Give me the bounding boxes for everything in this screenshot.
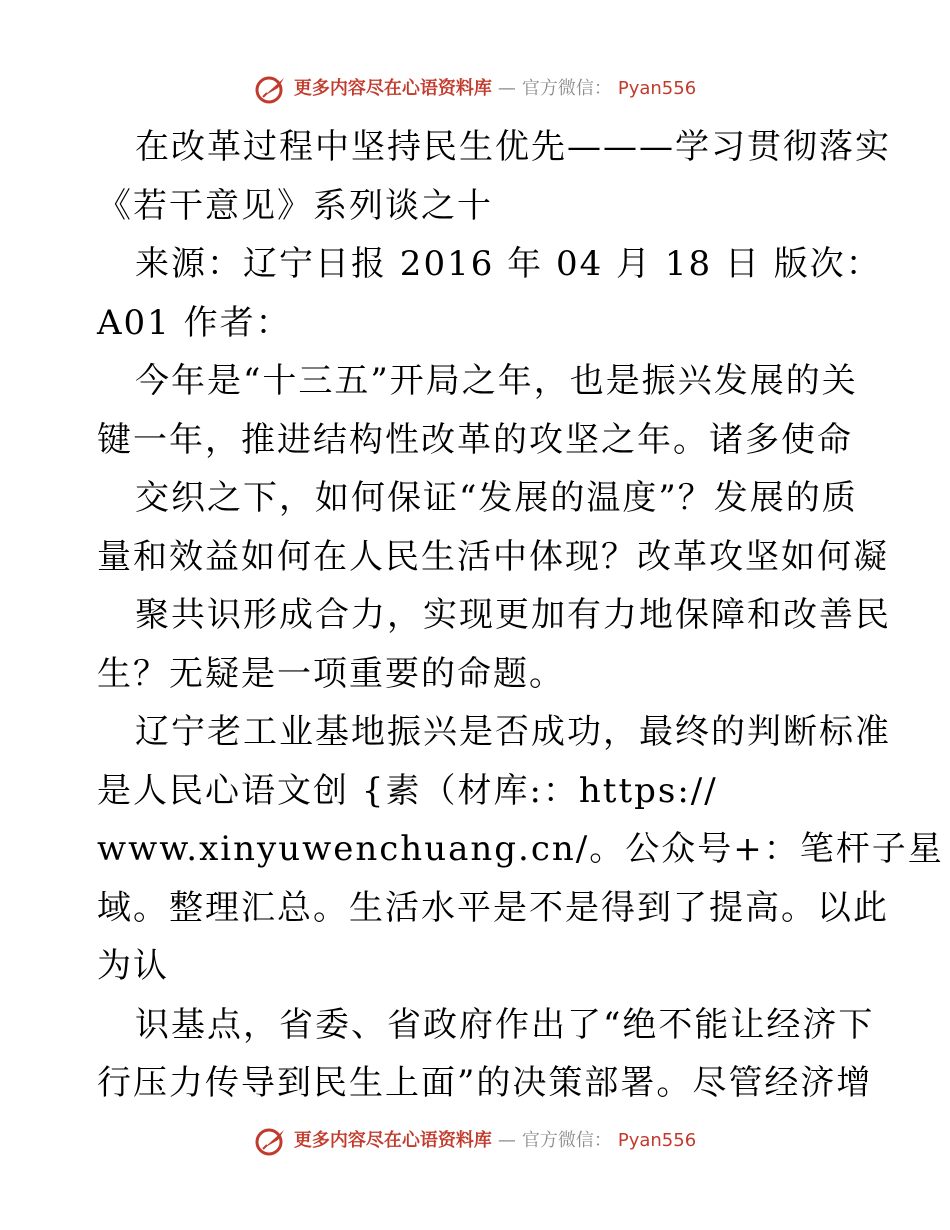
watermark-main-text: 更多内容尽在心语资料库 [293, 1130, 492, 1151]
body-line: 域。整理汇总。生活水平是不是得到了提高。以此 [97, 887, 889, 928]
body-line: 是人民心语文创 {素（材库:：https:// [97, 770, 718, 811]
watermark-wechat-id: Pyan556 [617, 1130, 697, 1151]
watermark-separator: — [497, 78, 516, 99]
body-line: 键一年，推进结构性改革的攻坚之年。诸多使命 [97, 419, 853, 460]
body-line: 识基点，省委、省政府作出了“绝不能让经济下 [135, 1004, 875, 1045]
body-line: 今年是“十三五”开局之年，也是振兴发展的关 [135, 361, 858, 401]
watermark-main-text: 更多内容尽在心语资料库 [293, 78, 492, 99]
body-line: 交织之下，如何保证“发展的温度”？发展的质 [135, 478, 858, 518]
body-line: 为认 [97, 946, 169, 986]
watermark-official-label: 官方微信： [521, 78, 612, 99]
body-line: 聚共识形成合力，实现更加有力地保障和改善民 [135, 595, 891, 635]
document-body [97, 118, 944, 1113]
watermark-official-label: 官方微信： [521, 1130, 612, 1151]
header-watermark [0, 74, 950, 104]
watermark-wechat-id: Pyan556 [617, 78, 697, 99]
article-title-line: 在改革过程中坚持民生优先———学习贯彻落实 [135, 127, 891, 167]
article-title-line: 《若干意见》系列谈之十 [97, 185, 493, 226]
source-line: A01 作者： [97, 302, 292, 343]
body-line: 行压力传导到民生上面”的决策部署。尽管经济增 [97, 1063, 873, 1103]
body-line: www.xinyuwenchuang.cn/。公众号+：笔杆子星 [97, 829, 944, 869]
quill-logo-icon [254, 1126, 288, 1156]
body-line: 辽宁老工业基地振兴是否成功，最终的判断标准 [135, 712, 891, 752]
footer-watermark [0, 1126, 950, 1156]
body-line: 生？无疑是一项重要的命题。 [97, 653, 565, 694]
watermark-separator: — [497, 1130, 516, 1151]
source-line: 来源：辽宁日报 2016 年 04 月 18 日 版次： [135, 244, 882, 284]
quill-logo-icon [254, 74, 288, 104]
body-line: 量和效益如何在人民生活中体现？改革攻坚如何凝 [97, 536, 889, 577]
